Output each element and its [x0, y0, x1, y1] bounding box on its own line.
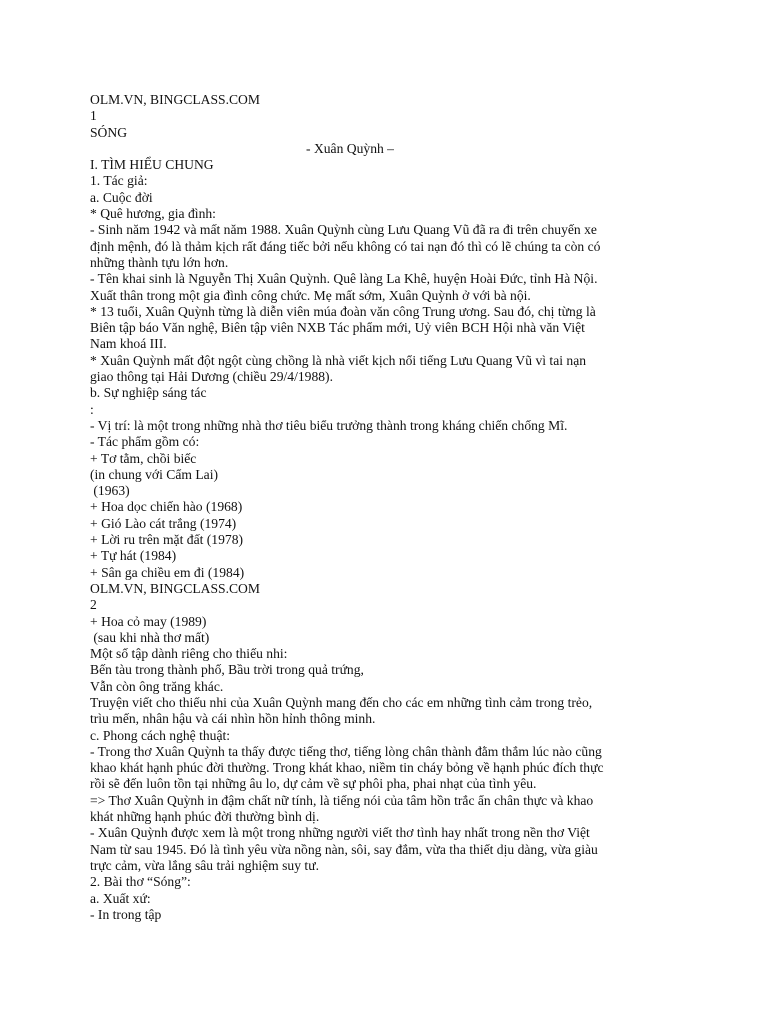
subsection-heading: a. Cuộc đời — [90, 189, 153, 205]
section-heading: I. TÌM HIỂU CHUNG — [90, 157, 214, 173]
paragraph: - Trong thơ Xuân Quỳnh ta thấy được tiếng thơ, tiếng lòng chân thành đằm thắm lúc nào cũng khao khát hạnh phúc đời thường. Trong khát khao, niềm tin cháy bỏng về hạnh phúc đích thực rồi sẽ đến luôn tồn tại những âu lo, dự cảm về sự phôi pha, phai nhạt của tình yêu. — [90, 743, 607, 792]
paragraph: => Thơ Xuân Quỳnh in đậm chất nữ tính, là tiếng nói của tâm hồn trắc ẩn chân thực và khao khát những hạnh phúc đời thường bình dị. — [90, 792, 597, 825]
paragraph: Truyện viết cho thiếu nhi của Xuân Quỳnh mang đến cho các em những tình cảm trong trẻo, trìu mến, nhân hậu và cái nhìn hồn hỉnh thông minh. — [90, 694, 596, 727]
list-item: + Lời ru trên mặt đất (1978) — [90, 532, 244, 548]
subsection-heading: 1. Tác giả: — [90, 173, 148, 189]
paragraph: - Xuân Quỳnh được xem là một trong những người viết thơ tình hay nhất trong nền thơ Việt Nam từ sau 1945. Đó là tình yêu vừa nồng nàn, sôi, say đắm, vừa tha thiết dịu dàng, vừa giàu trực cảm, vừa lắng sâu trải nghiệm suy tư. — [90, 825, 602, 873]
author-byline: - Xuân Quỳnh – — [306, 140, 394, 156]
paragraph: - Tác phẩm gồm có: — [90, 434, 200, 450]
subsection-heading: 2. Bài thơ “Sóng”: — [90, 874, 191, 890]
paragraph: Vẫn còn ông trăng khác. — [90, 678, 224, 694]
list-item: + Tự hát (1984) — [90, 548, 177, 564]
paragraph: - Sinh năm 1942 và mất năm 1988. Xuân Quỳnh cùng Lưu Quang Vũ đã ra đi trên chuyến xe định mệnh, đó là thảm kịch rất đáng tiếc bởi nếu không có tai nạn đó thì có lẽ chúng ta còn có những thành tựu lớn hơn. — [90, 222, 604, 270]
list-item: + Hoa dọc chiến hào (1968) — [90, 499, 243, 515]
paragraph: * Xuân Quỳnh mất đột ngột cùng chồng là nhà viết kịch nổi tiếng Lưu Quang Vũ vì tai nạn giao thông tại Hải Dương (chiều 29/4/1988). — [90, 352, 590, 385]
paragraph: * 13 tuổi, Xuân Quỳnh từng là diễn viên múa đoàn văn công Trung ương. Sau đó, chị từng là Biên tập báo Văn nghệ, Biên tập viên NXB Tác phẩm mới, Uỷ viên BCH Hội nhà văn Việt Nam khoá III. — [90, 303, 600, 352]
subsection-heading: a. Xuất xứ: — [90, 890, 151, 906]
page-number: 1 — [90, 108, 97, 124]
page-number: 2 — [90, 597, 97, 613]
subsection-heading: c. Phong cách nghệ thuật: — [90, 727, 231, 743]
paragraph: - Vị trí: là một trong những nhà thơ tiêu biểu trưởng thành trong kháng chiến chống Mĩ. — [90, 417, 568, 433]
site-header: OLM.VN, BINGCLASS.COM — [90, 92, 260, 107]
document-body — [90, 92, 610, 923]
list-item: + Sân ga chiều em đi (1984) — [90, 564, 245, 580]
list-item: + Hoa cỏ may (1989) — [90, 613, 207, 629]
paragraph: Bến tàu trong thành phố, Bầu trời trong quả trứng, — [90, 662, 364, 678]
list-item: + Gió Lào cát trắng (1974) — [90, 515, 237, 531]
paragraph: * Quê hương, gia đình: — [90, 206, 216, 222]
paragraph: : — [90, 401, 94, 417]
document-title: SÓNG — [90, 124, 128, 140]
list-item: (sau khi nhà thơ mất) — [90, 629, 210, 645]
subsection-heading: b. Sự nghiệp sáng tác — [90, 385, 207, 401]
list-item: (in chung với Cẩm Lai) — [90, 466, 218, 482]
paragraph: - In trong tập — [90, 906, 162, 922]
list-item: (1963) — [90, 483, 130, 499]
paragraph: - Tên khai sinh là Nguyễn Thị Xuân Quỳnh. Quê làng La Khê, huyện Hoài Đức, tỉnh Hà Nội. Xuất thân trong một gia đình công chức. Mẹ mất sớm, Xuân Quỳnh ở với bà nội. — [90, 271, 601, 303]
site-header: OLM.VN, BINGCLASS.COM — [90, 580, 260, 596]
paragraph: Một số tập dành riêng cho thiếu nhi: — [90, 646, 288, 662]
list-item: + Tơ tằm, chồi biếc — [90, 450, 197, 466]
